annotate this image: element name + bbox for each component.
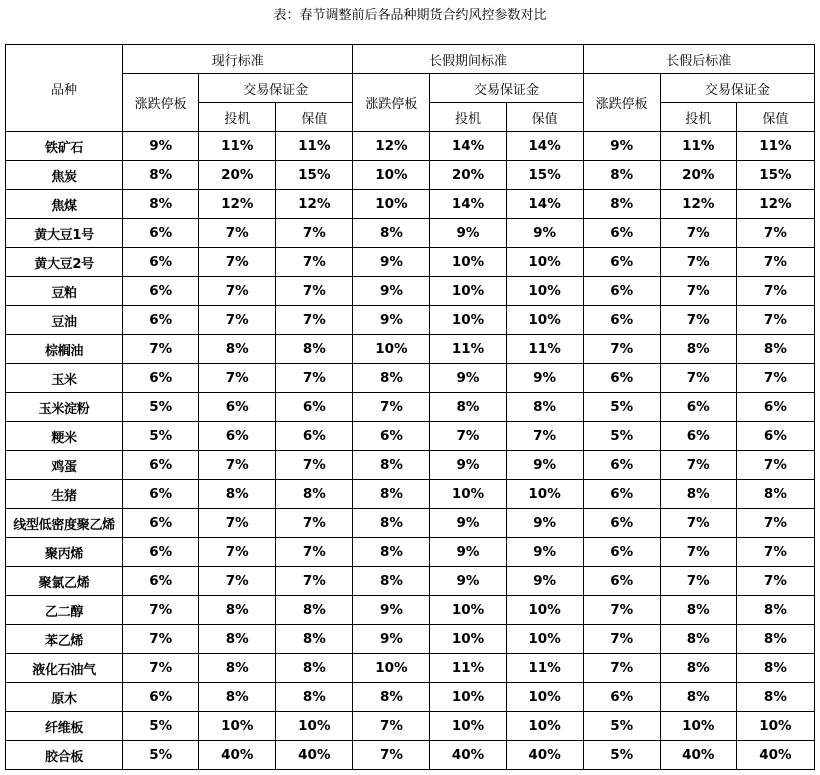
header-group-current: 现行标准 [123, 45, 353, 74]
cell-hedge-holiday: 9% [506, 509, 583, 538]
cell-limit-after: 6% [583, 509, 660, 538]
cell-spec-after: 11% [660, 132, 736, 161]
table-row [6, 654, 815, 683]
cell-spec-after: 7% [660, 219, 736, 248]
cell-limit-holiday: 12% [353, 132, 430, 161]
cell-limit-current: 6% [123, 248, 199, 277]
header-limit-holiday: 涨跌停板 [353, 74, 430, 132]
cell-variety-name: 豆粕 [6, 277, 123, 306]
header-spec-after: 投机 [660, 103, 736, 132]
cell-limit-current: 8% [123, 161, 199, 190]
table-row [6, 132, 815, 161]
cell-spec-holiday: 8% [430, 393, 506, 422]
table-row [6, 596, 815, 625]
cell-spec-holiday: 9% [430, 567, 506, 596]
cell-spec-holiday: 10% [430, 712, 506, 741]
cell-limit-holiday: 9% [353, 306, 430, 335]
cell-spec-holiday: 9% [430, 509, 506, 538]
cell-spec-after: 6% [660, 393, 736, 422]
cell-hedge-after: 8% [736, 683, 814, 712]
cell-variety-name: 黄大豆1号 [6, 219, 123, 248]
cell-limit-current: 5% [123, 741, 199, 770]
cell-limit-holiday: 10% [353, 654, 430, 683]
cell-spec-current: 8% [199, 596, 276, 625]
cell-spec-current: 8% [199, 480, 276, 509]
cell-limit-holiday: 9% [353, 625, 430, 654]
cell-spec-after: 8% [660, 596, 736, 625]
cell-spec-holiday: 10% [430, 248, 506, 277]
cell-hedge-holiday: 9% [506, 567, 583, 596]
cell-limit-holiday: 6% [353, 422, 430, 451]
cell-spec-after: 7% [660, 509, 736, 538]
cell-limit-current: 6% [123, 567, 199, 596]
cell-spec-after: 8% [660, 480, 736, 509]
cell-limit-current: 7% [123, 335, 199, 364]
cell-spec-holiday: 14% [430, 132, 506, 161]
cell-variety-name: 黄大豆2号 [6, 248, 123, 277]
cell-hedge-after: 7% [736, 248, 814, 277]
cell-spec-holiday: 9% [430, 451, 506, 480]
cell-hedge-after: 8% [736, 480, 814, 509]
cell-limit-holiday: 8% [353, 683, 430, 712]
cell-hedge-holiday: 9% [506, 451, 583, 480]
cell-variety-name: 棕榈油 [6, 335, 123, 364]
cell-hedge-current: 7% [276, 277, 353, 306]
cell-limit-after: 7% [583, 335, 660, 364]
cell-hedge-holiday: 9% [506, 364, 583, 393]
table-caption: 表：春节调整前后各品种期货合约风控参数对比 [273, 8, 547, 23]
cell-limit-after: 6% [583, 219, 660, 248]
cell-hedge-after: 6% [736, 393, 814, 422]
header-hedge-holiday: 保值 [506, 103, 583, 132]
cell-limit-after: 5% [583, 393, 660, 422]
cell-hedge-after: 12% [736, 190, 814, 219]
header-hedge-after: 保值 [736, 103, 814, 132]
cell-limit-after: 6% [583, 480, 660, 509]
cell-spec-after: 8% [660, 335, 736, 364]
cell-spec-current: 7% [199, 219, 276, 248]
cell-limit-after: 7% [583, 596, 660, 625]
cell-limit-after: 8% [583, 161, 660, 190]
cell-spec-after: 7% [660, 277, 736, 306]
table-row [6, 683, 815, 712]
cell-limit-current: 5% [123, 712, 199, 741]
cell-variety-name: 鸡蛋 [6, 451, 123, 480]
cell-limit-holiday: 8% [353, 364, 430, 393]
cell-hedge-current: 12% [276, 190, 353, 219]
cell-spec-current: 6% [199, 422, 276, 451]
cell-hedge-after: 7% [736, 277, 814, 306]
cell-hedge-holiday: 10% [506, 480, 583, 509]
cell-spec-holiday: 10% [430, 625, 506, 654]
cell-hedge-current: 7% [276, 364, 353, 393]
table-row [6, 422, 815, 451]
cell-spec-current: 6% [199, 393, 276, 422]
cell-limit-current: 6% [123, 451, 199, 480]
cell-variety-name: 原木 [6, 683, 123, 712]
cell-hedge-holiday: 10% [506, 683, 583, 712]
cell-hedge-current: 7% [276, 567, 353, 596]
cell-spec-after: 8% [660, 654, 736, 683]
cell-hedge-current: 15% [276, 161, 353, 190]
cell-hedge-after: 7% [736, 509, 814, 538]
cell-hedge-current: 8% [276, 335, 353, 364]
header-limit-current: 涨跌停板 [123, 74, 199, 132]
cell-spec-holiday: 9% [430, 219, 506, 248]
cell-limit-after: 7% [583, 625, 660, 654]
cell-spec-after: 10% [660, 712, 736, 741]
cell-spec-holiday: 10% [430, 480, 506, 509]
cell-limit-current: 5% [123, 393, 199, 422]
table-row [6, 741, 815, 770]
cell-spec-after: 40% [660, 741, 736, 770]
header-hedge-current: 保值 [276, 103, 353, 132]
cell-hedge-after: 7% [736, 219, 814, 248]
cell-spec-holiday: 40% [430, 741, 506, 770]
cell-hedge-after: 7% [736, 364, 814, 393]
cell-spec-after: 7% [660, 248, 736, 277]
cell-limit-after: 6% [583, 683, 660, 712]
cell-hedge-after: 7% [736, 538, 814, 567]
cell-spec-current: 7% [199, 277, 276, 306]
cell-spec-after: 8% [660, 625, 736, 654]
cell-hedge-after: 7% [736, 567, 814, 596]
cell-hedge-after: 10% [736, 712, 814, 741]
header-variety: 品种 [6, 45, 123, 132]
cell-spec-after: 7% [660, 306, 736, 335]
cell-limit-holiday: 8% [353, 219, 430, 248]
cell-limit-after: 6% [583, 364, 660, 393]
cell-spec-current: 7% [199, 364, 276, 393]
cell-hedge-current: 8% [276, 625, 353, 654]
table-row [6, 393, 815, 422]
cell-spec-after: 7% [660, 567, 736, 596]
cell-limit-holiday: 10% [353, 335, 430, 364]
cell-spec-holiday: 7% [430, 422, 506, 451]
cell-spec-current: 8% [199, 654, 276, 683]
cell-spec-current: 20% [199, 161, 276, 190]
table-row [6, 451, 815, 480]
cell-hedge-current: 8% [276, 480, 353, 509]
cell-hedge-holiday: 15% [506, 161, 583, 190]
header-margin-after: 交易保证金 [660, 74, 814, 103]
cell-spec-current: 7% [199, 306, 276, 335]
cell-variety-name: 线型低密度聚乙烯 [6, 509, 123, 538]
cell-limit-current: 7% [123, 625, 199, 654]
cell-hedge-holiday: 11% [506, 654, 583, 683]
header-group-holiday: 长假期间标准 [353, 45, 583, 74]
header-margin-holiday: 交易保证金 [430, 74, 583, 103]
cell-hedge-holiday: 8% [506, 393, 583, 422]
header-spec-current: 投机 [199, 103, 276, 132]
cell-hedge-current: 7% [276, 509, 353, 538]
cell-variety-name: 粳米 [6, 422, 123, 451]
cell-hedge-holiday: 14% [506, 132, 583, 161]
cell-limit-current: 9% [123, 132, 199, 161]
cell-hedge-holiday: 14% [506, 190, 583, 219]
cell-limit-current: 6% [123, 509, 199, 538]
cell-limit-current: 8% [123, 190, 199, 219]
cell-variety-name: 聚氯乙烯 [6, 567, 123, 596]
cell-spec-holiday: 10% [430, 277, 506, 306]
cell-limit-holiday: 8% [353, 509, 430, 538]
cell-limit-holiday: 8% [353, 538, 430, 567]
cell-spec-holiday: 10% [430, 683, 506, 712]
cell-variety-name: 玉米 [6, 364, 123, 393]
table-header [6, 45, 815, 132]
cell-hedge-after: 40% [736, 741, 814, 770]
cell-limit-current: 6% [123, 306, 199, 335]
table-row [6, 190, 815, 219]
cell-limit-current: 6% [123, 277, 199, 306]
cell-hedge-holiday: 10% [506, 306, 583, 335]
cell-limit-current: 6% [123, 538, 199, 567]
cell-spec-holiday: 11% [430, 335, 506, 364]
cell-spec-holiday: 20% [430, 161, 506, 190]
table-row [6, 161, 815, 190]
cell-hedge-after: 7% [736, 306, 814, 335]
cell-spec-current: 7% [199, 538, 276, 567]
cell-hedge-holiday: 40% [506, 741, 583, 770]
cell-spec-after: 6% [660, 422, 736, 451]
cell-limit-after: 6% [583, 451, 660, 480]
cell-hedge-holiday: 10% [506, 712, 583, 741]
cell-hedge-after: 11% [736, 132, 814, 161]
cell-spec-current: 7% [199, 509, 276, 538]
cell-spec-after: 7% [660, 451, 736, 480]
cell-hedge-after: 7% [736, 451, 814, 480]
cell-hedge-holiday: 10% [506, 277, 583, 306]
cell-variety-name: 聚丙烯 [6, 538, 123, 567]
cell-spec-current: 10% [199, 712, 276, 741]
cell-spec-holiday: 10% [430, 306, 506, 335]
table-row [6, 480, 815, 509]
cell-hedge-after: 8% [736, 654, 814, 683]
cell-limit-holiday: 7% [353, 712, 430, 741]
cell-hedge-current: 7% [276, 306, 353, 335]
cell-variety-name: 苯乙烯 [6, 625, 123, 654]
cell-spec-after: 20% [660, 161, 736, 190]
header-limit-after: 涨跌停板 [583, 74, 660, 132]
cell-hedge-holiday: 9% [506, 219, 583, 248]
cell-limit-holiday: 7% [353, 741, 430, 770]
cell-variety-name: 焦煤 [6, 190, 123, 219]
cell-limit-after: 5% [583, 741, 660, 770]
table-row [6, 219, 815, 248]
cell-variety-name: 铁矿石 [6, 132, 123, 161]
cell-hedge-current: 40% [276, 741, 353, 770]
cell-hedge-after: 8% [736, 335, 814, 364]
cell-spec-current: 7% [199, 248, 276, 277]
cell-spec-current: 7% [199, 567, 276, 596]
table-row [6, 567, 815, 596]
cell-limit-after: 6% [583, 277, 660, 306]
cell-spec-after: 7% [660, 364, 736, 393]
cell-spec-current: 8% [199, 683, 276, 712]
cell-variety-name: 生猪 [6, 480, 123, 509]
table-row [6, 277, 815, 306]
cell-limit-after: 7% [583, 654, 660, 683]
cell-limit-current: 6% [123, 219, 199, 248]
cell-hedge-current: 8% [276, 683, 353, 712]
cell-variety-name: 豆油 [6, 306, 123, 335]
cell-hedge-current: 7% [276, 538, 353, 567]
cell-limit-holiday: 9% [353, 596, 430, 625]
cell-hedge-current: 7% [276, 219, 353, 248]
cell-limit-after: 8% [583, 190, 660, 219]
cell-hedge-holiday: 10% [506, 625, 583, 654]
cell-limit-holiday: 10% [353, 190, 430, 219]
cell-hedge-holiday: 7% [506, 422, 583, 451]
table-row [6, 306, 815, 335]
cell-limit-holiday: 9% [353, 277, 430, 306]
cell-limit-holiday: 8% [353, 567, 430, 596]
table-row [6, 335, 815, 364]
cell-spec-current: 8% [199, 625, 276, 654]
cell-limit-current: 6% [123, 364, 199, 393]
header-margin-current: 交易保证金 [199, 74, 353, 103]
cell-spec-current: 11% [199, 132, 276, 161]
cell-variety-name: 液化石油气 [6, 654, 123, 683]
table-row [6, 509, 815, 538]
cell-hedge-holiday: 11% [506, 335, 583, 364]
cell-hedge-after: 8% [736, 625, 814, 654]
cell-hedge-holiday: 10% [506, 248, 583, 277]
header-spec-holiday: 投机 [430, 103, 506, 132]
cell-spec-holiday: 11% [430, 654, 506, 683]
cell-limit-after: 9% [583, 132, 660, 161]
cell-limit-after: 5% [583, 712, 660, 741]
cell-variety-name: 乙二醇 [6, 596, 123, 625]
cell-spec-current: 8% [199, 335, 276, 364]
cell-limit-after: 6% [583, 248, 660, 277]
cell-hedge-current: 8% [276, 596, 353, 625]
risk-parameter-table [5, 44, 815, 770]
table-row [6, 712, 815, 741]
cell-spec-holiday: 9% [430, 364, 506, 393]
cell-limit-holiday: 7% [353, 393, 430, 422]
cell-limit-current: 5% [123, 422, 199, 451]
cell-limit-holiday: 9% [353, 248, 430, 277]
cell-limit-after: 6% [583, 567, 660, 596]
cell-hedge-holiday: 9% [506, 538, 583, 567]
table-body [6, 132, 815, 770]
cell-spec-current: 40% [199, 741, 276, 770]
table-row [6, 625, 815, 654]
cell-limit-after: 6% [583, 538, 660, 567]
cell-spec-after: 12% [660, 190, 736, 219]
cell-limit-holiday: 8% [353, 451, 430, 480]
cell-hedge-after: 6% [736, 422, 814, 451]
cell-variety-name: 焦炭 [6, 161, 123, 190]
cell-limit-current: 7% [123, 596, 199, 625]
cell-limit-holiday: 8% [353, 480, 430, 509]
table-row [6, 248, 815, 277]
cell-limit-after: 6% [583, 306, 660, 335]
cell-hedge-current: 7% [276, 248, 353, 277]
table-row [6, 538, 815, 567]
cell-spec-current: 7% [199, 451, 276, 480]
cell-variety-name: 纤维板 [6, 712, 123, 741]
cell-spec-after: 7% [660, 538, 736, 567]
header-group-after: 长假后标准 [583, 45, 814, 74]
cell-hedge-current: 6% [276, 393, 353, 422]
cell-hedge-after: 15% [736, 161, 814, 190]
cell-limit-current: 6% [123, 480, 199, 509]
cell-hedge-current: 6% [276, 422, 353, 451]
cell-hedge-current: 7% [276, 451, 353, 480]
cell-spec-holiday: 10% [430, 596, 506, 625]
cell-hedge-current: 8% [276, 654, 353, 683]
cell-spec-current: 12% [199, 190, 276, 219]
cell-hedge-holiday: 10% [506, 596, 583, 625]
cell-limit-holiday: 10% [353, 161, 430, 190]
cell-hedge-after: 8% [736, 596, 814, 625]
cell-limit-current: 6% [123, 683, 199, 712]
cell-limit-after: 5% [583, 422, 660, 451]
cell-hedge-current: 10% [276, 712, 353, 741]
cell-variety-name: 玉米淀粉 [6, 393, 123, 422]
cell-spec-holiday: 9% [430, 538, 506, 567]
table-row [6, 364, 815, 393]
cell-spec-holiday: 14% [430, 190, 506, 219]
cell-limit-current: 7% [123, 654, 199, 683]
cell-spec-after: 8% [660, 683, 736, 712]
cell-hedge-current: 11% [276, 132, 353, 161]
cell-variety-name: 胶合板 [6, 741, 123, 770]
